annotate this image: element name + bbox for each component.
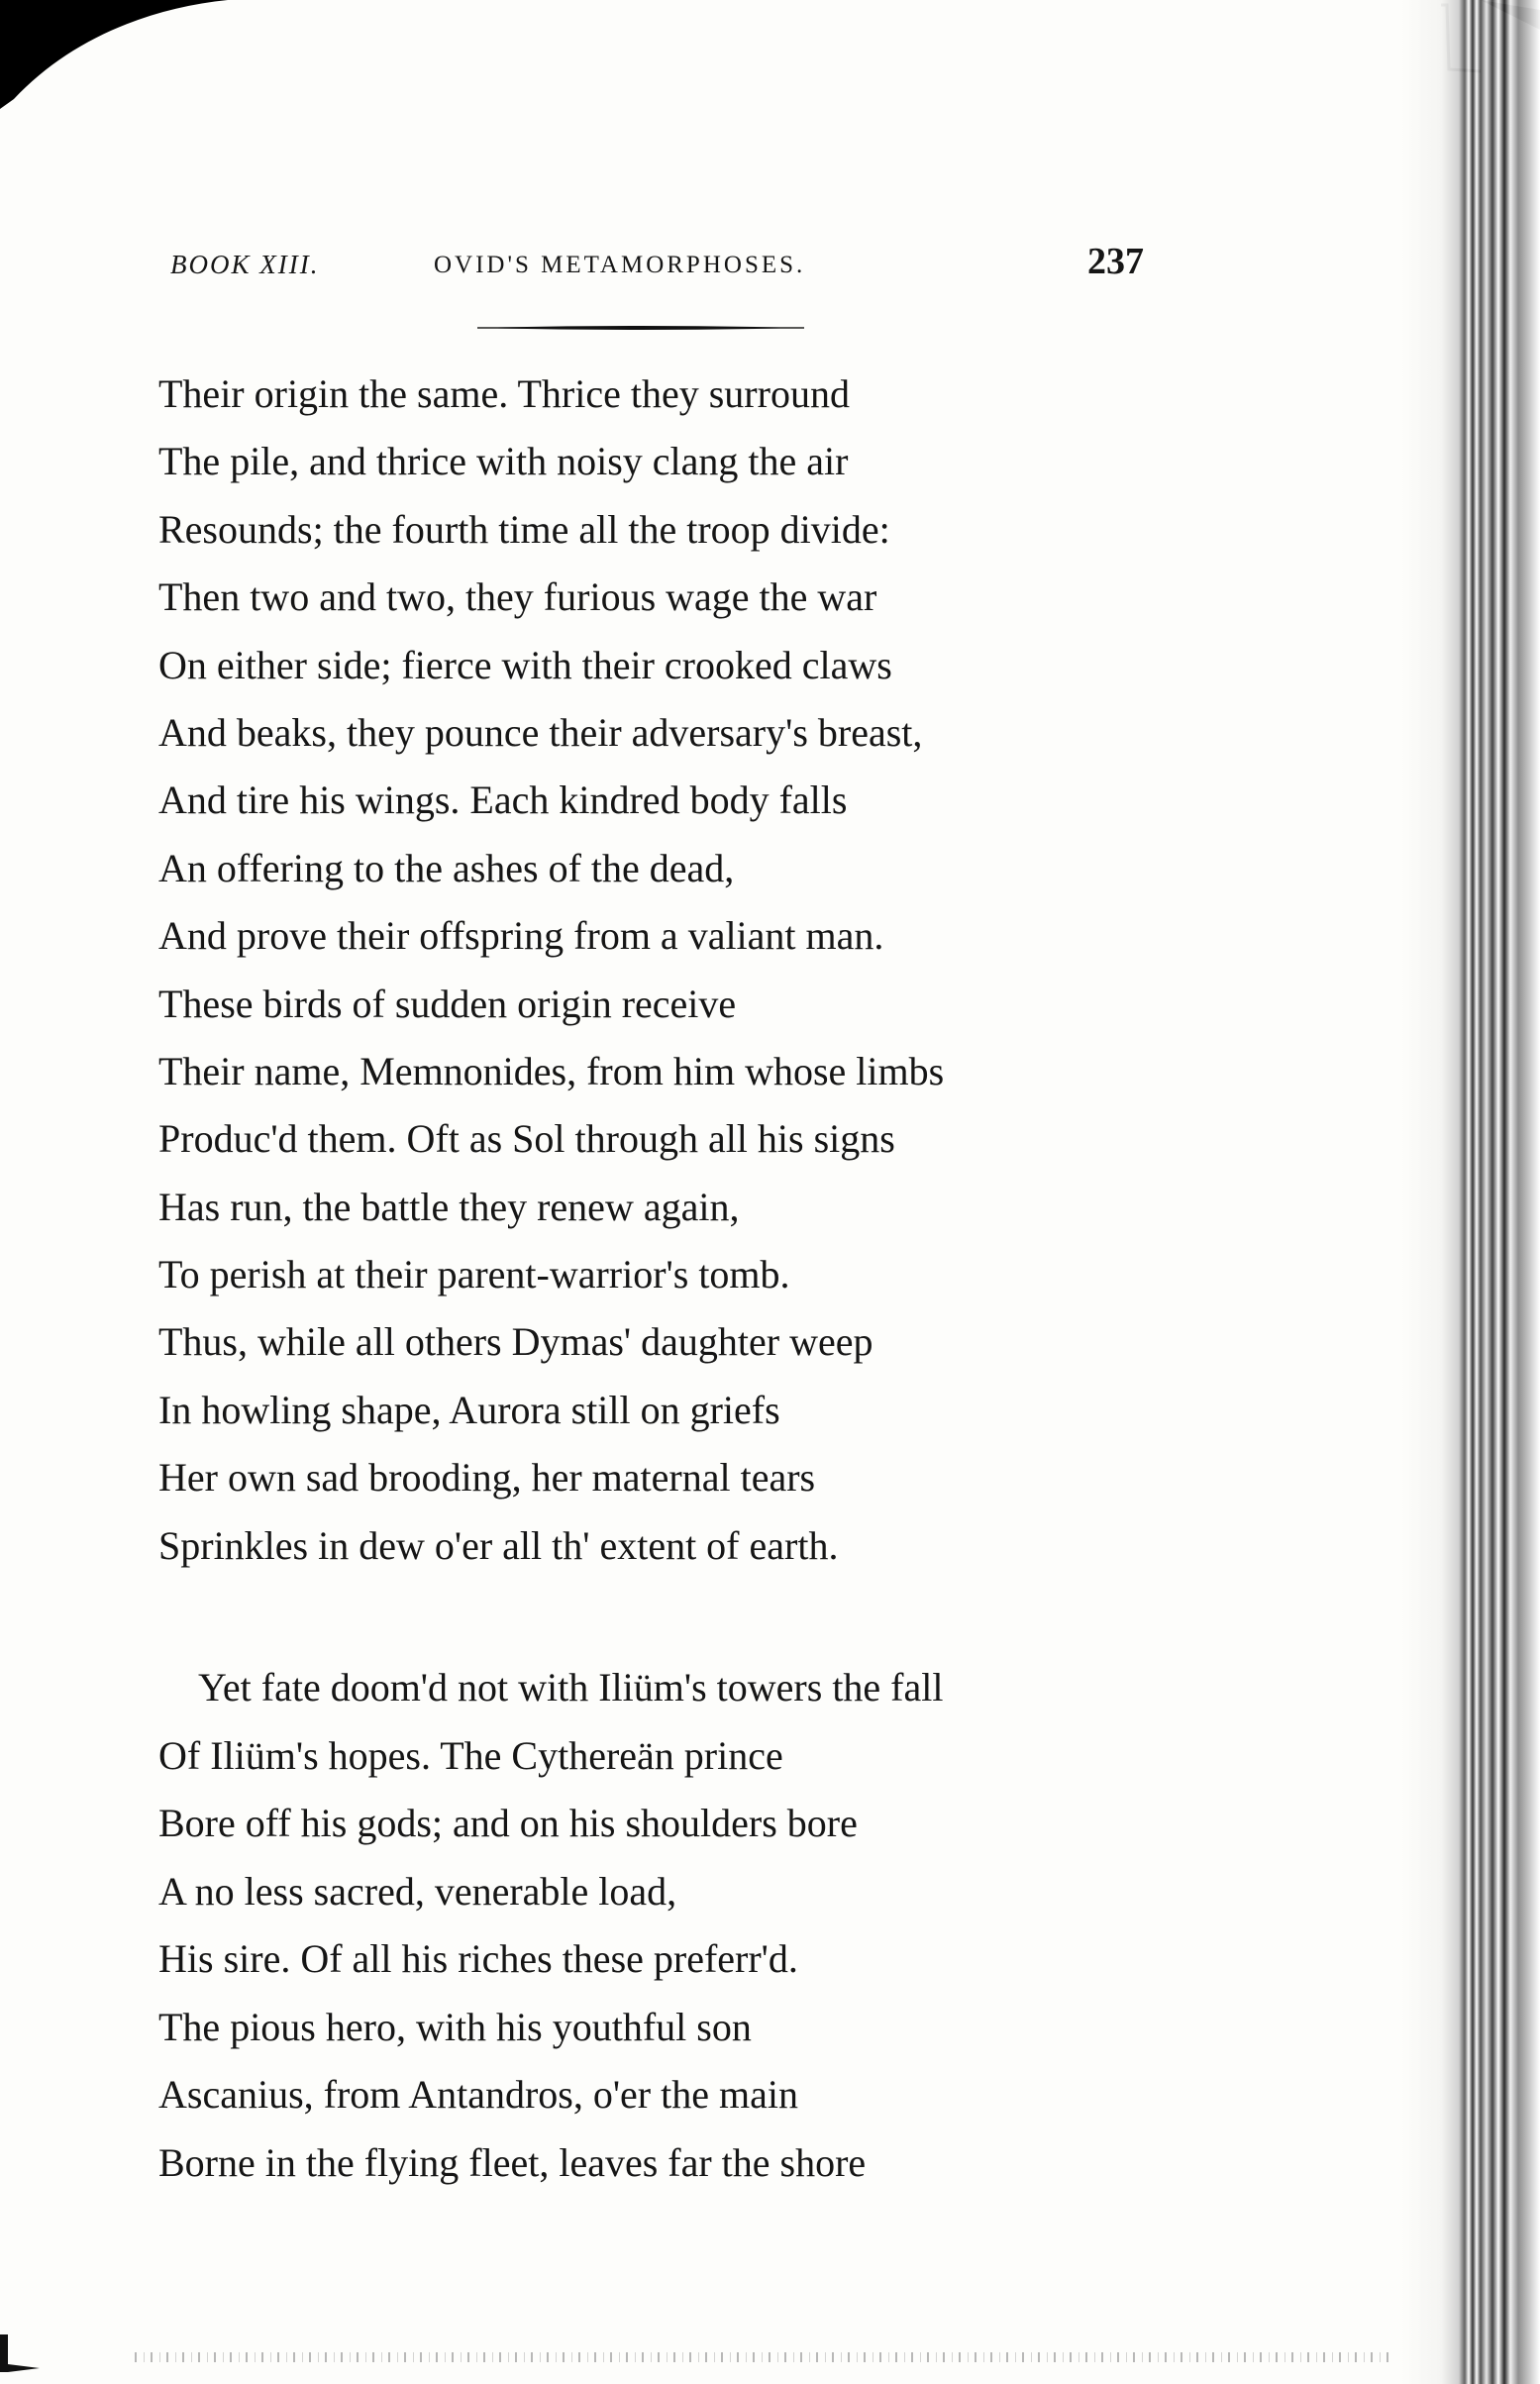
verse-line: And prove their offspring from a valiant man.: [158, 913, 884, 959]
verse-line: Their name, Memnonides, from him whose limbs: [158, 1048, 945, 1093]
book-label: BOOK XIII.: [170, 250, 320, 279]
verse-line: A no less sacred, venerable load,: [158, 1868, 677, 1914]
header-rule: [477, 323, 804, 333]
verse-line: Produc'd them. Oft as Sol through all his signs: [158, 1116, 895, 1162]
verse-line: Sprinkles in dew o'er all th' extent of earth.: [158, 1522, 839, 1568]
running-title: OVID'S METAMORPHOSES.: [434, 252, 806, 278]
verse-line: To perish at their parent-warrior's tomb.: [158, 1252, 790, 1297]
verse-line: An offering to the ashes of the dead,: [158, 845, 735, 890]
verse-line: These birds of sudden origin receive: [158, 981, 737, 1026]
verse-line: Then two and two, they furious wage the war: [158, 574, 877, 620]
verse-line: Their origin the same. Thrice they surround: [158, 371, 850, 416]
stanza-1: [158, 361, 1149, 1580]
verse-line: Thus, while all others Dymas' daughter weep: [158, 1319, 873, 1365]
page-number: 237: [1087, 241, 1144, 282]
book-binding-gutter: [1401, 0, 1540, 2384]
verse-line: Of Iliüm's hopes. The Cythereän prince: [158, 1732, 783, 1778]
verse-line: And beaks, they pounce their adversary's breast,: [158, 709, 923, 755]
scan-corner-shadow: [0, 0, 238, 109]
verse-line: Ascanius, from Antandros, o'er the main: [158, 2072, 798, 2117]
verse-line: In howling shape, Aurora still on griefs: [158, 1387, 780, 1432]
verse-line: Yet fate doom'd not with Iliüm's towers the fall: [198, 1665, 944, 1710]
verse-line: The pile, and thrice with noisy clang the air: [158, 439, 849, 484]
verse-line: The pious hero, with his youthful son: [158, 2004, 752, 2049]
scan-bottom-left-mark: [0, 2334, 50, 2374]
stanza-2: [158, 1654, 1149, 2197]
verse-line: Her own sad brooding, her maternal tears: [158, 1455, 816, 1501]
verse-line: And tire his wings. Each kindred body falls: [158, 777, 848, 823]
verse-line: His sire. Of all his riches these preferr'd.: [158, 1936, 798, 1981]
running-header: [170, 240, 1161, 299]
verse-line: Borne in the flying fleet, leaves far the shore: [158, 2139, 867, 2185]
verse-line: On either side; fierce with their crooked claws: [158, 642, 892, 687]
verse-line: Bore off his gods; and on his shoulders bore: [158, 1801, 858, 1845]
scan-bottom-noise: [129, 2352, 1391, 2362]
verse-line: Resounds; the fourth time all the troop divide:: [158, 506, 890, 552]
verse-line: Has run, the battle they renew again,: [158, 1184, 740, 1229]
